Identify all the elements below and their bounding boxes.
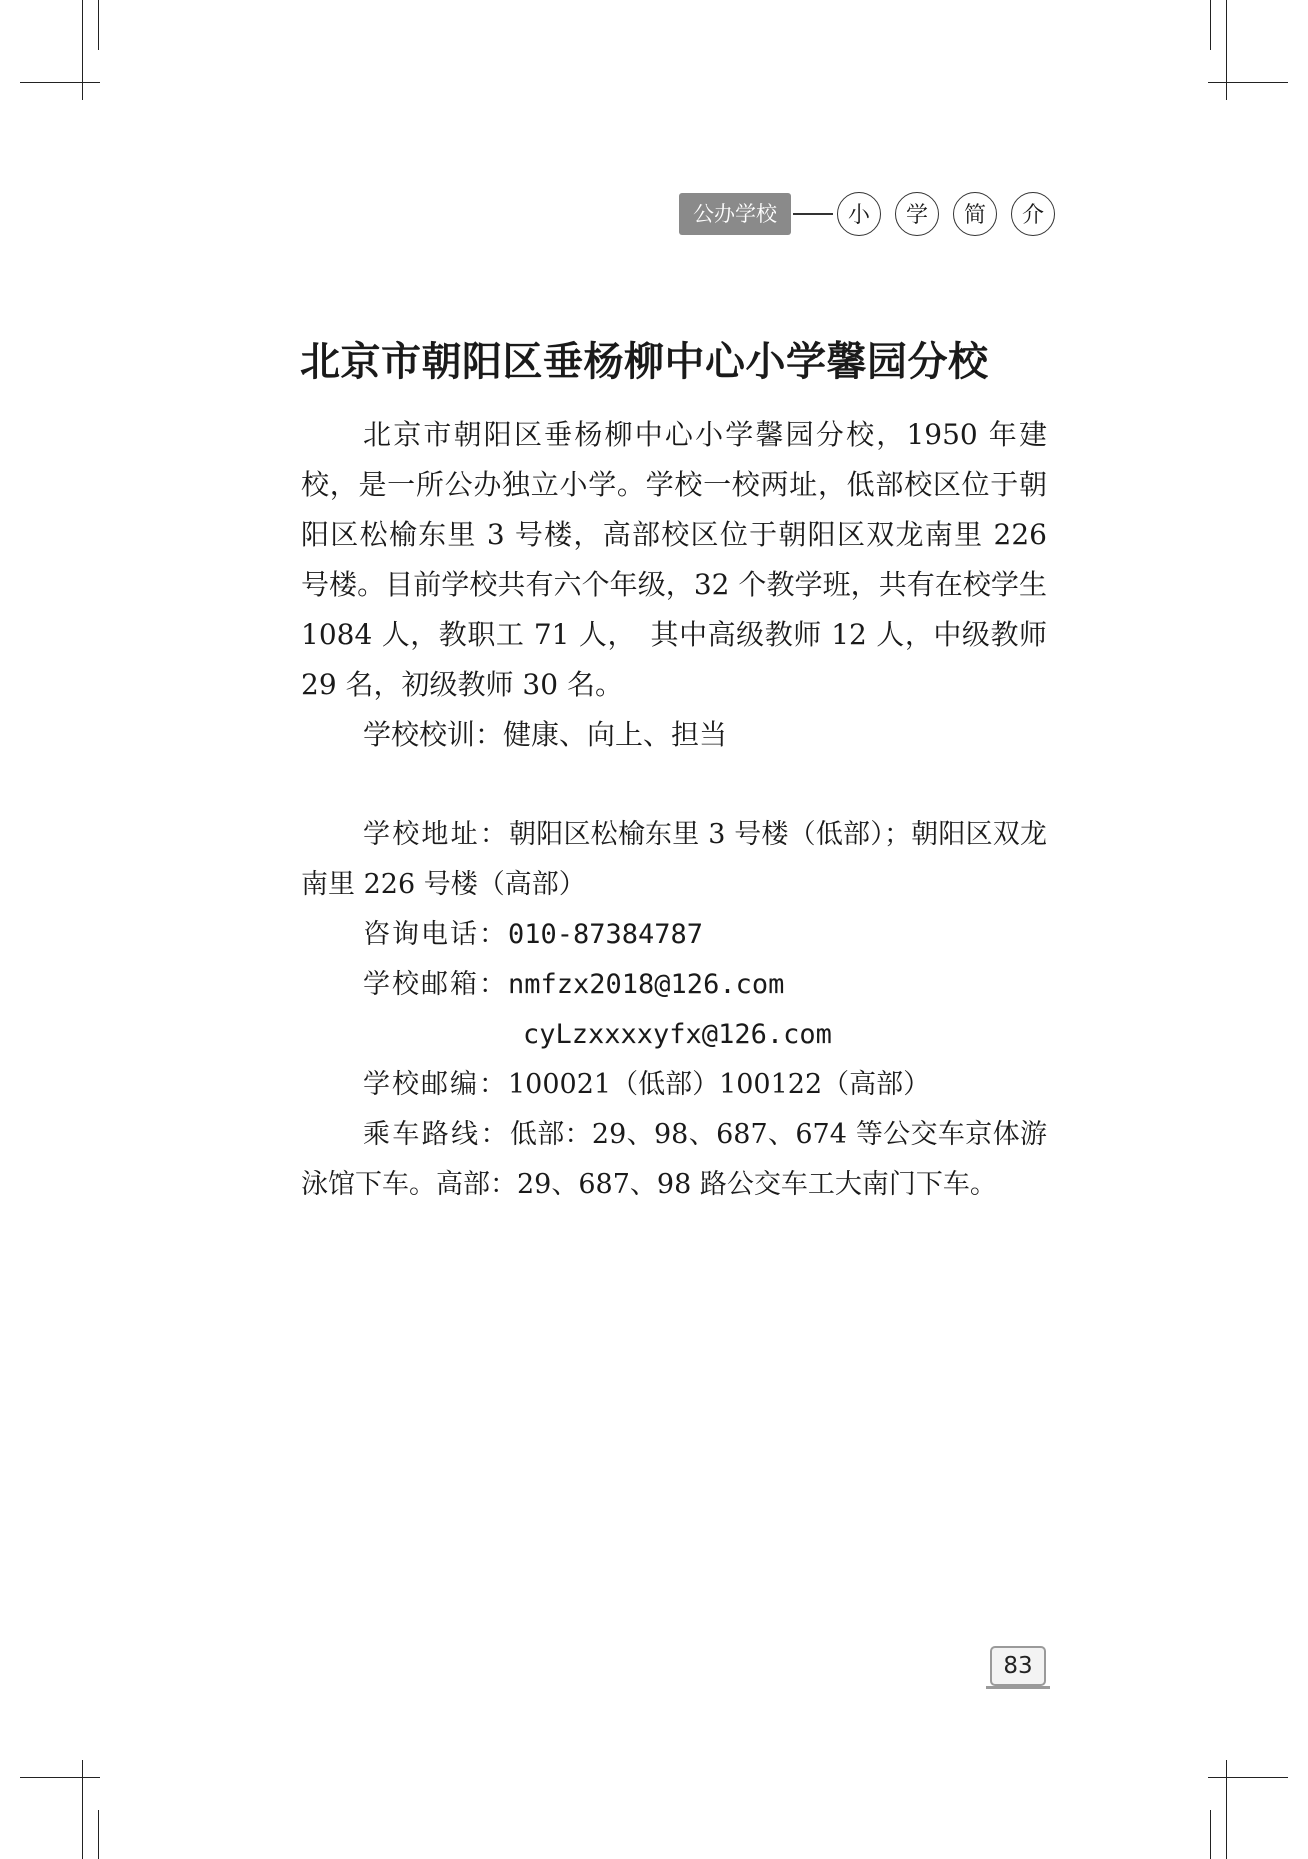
page-number: 83 [990,1646,1046,1686]
header-dash [793,213,833,215]
crop-mark-top-left-h [20,82,100,83]
email-row [301,960,1047,1010]
crop-mark-bottom-right-h [1208,1777,1288,1778]
crop-mark-top-left-v [82,0,83,100]
email-value-2: cyLzxxxxyfx@126.com [523,1019,832,1050]
school-title: 北京市朝阳区垂杨柳中心小学馨园分校 [300,339,989,385]
category-tag: 公办学校 [679,193,791,235]
crop-mark-bottom-right-v [1226,1760,1227,1859]
crop-mark-bottom-left-h [20,1777,100,1778]
email-value-1: nmfzx2018@126.com [508,969,785,1000]
email-label: 学校邮箱： [363,969,508,1000]
address-label: 学校地址： [363,819,510,850]
crop-mark-top-right-h [1208,82,1288,83]
crop-mark-bottom-right-v2 [1210,1810,1211,1859]
crop-mark-top-right-v [1226,0,1227,100]
series-char-3: 简 [953,192,997,236]
phone-value: 010-87384787 [508,919,704,950]
crop-mark-bottom-left-v2 [98,1810,99,1859]
series-char-1: 小 [837,192,881,236]
intro-paragraph: 北京市朝阳区垂杨柳中心小学馨园分校，1950 年建校，是一所公办独立小学。学校一校两址，低部校区位于朝阳区松榆东里 3 号楼，高部校区位于朝阳区双龙南里 226 号楼。目前学校共有六个年级，32 个教学班，共有在校学生 1084 人，教职工 71 人， 其中高级教师 12 人，中级教师 29 名，初级教师 30 名。 [301,418,1047,701]
crop-mark-top-left-v2 [98,0,99,50]
postcode-row [301,1060,1047,1110]
postcode-label: 学校邮编： [363,1069,508,1100]
route-row [301,1110,1047,1210]
contact-info [301,810,1047,1210]
address-row [301,810,1047,910]
section-header [679,192,1055,235]
postcode-value: 100021（低部）100122（高部） [508,1069,931,1100]
route-value: 低部：29、98、687、674 等公交车京体游泳馆下车。高部：29、687、98 路公交车工大南门下车。 [301,1119,1048,1200]
crop-mark-top-right-v2 [1210,0,1211,50]
crop-mark-bottom-left-v [82,1760,83,1859]
email-row-2 [301,1010,1047,1060]
series-char-2: 学 [895,192,939,236]
phone-row [301,910,1047,960]
phone-label: 咨询电话： [363,919,508,950]
school-motto: 学校校训：健康、向上、担当 [363,718,728,751]
address-value: 朝阳区松榆东里 3 号楼（低部）；朝阳区双龙南里 226 号楼（高部） [301,819,1047,900]
route-label: 乘车路线： [363,1119,510,1150]
series-char-4: 介 [1011,192,1055,236]
